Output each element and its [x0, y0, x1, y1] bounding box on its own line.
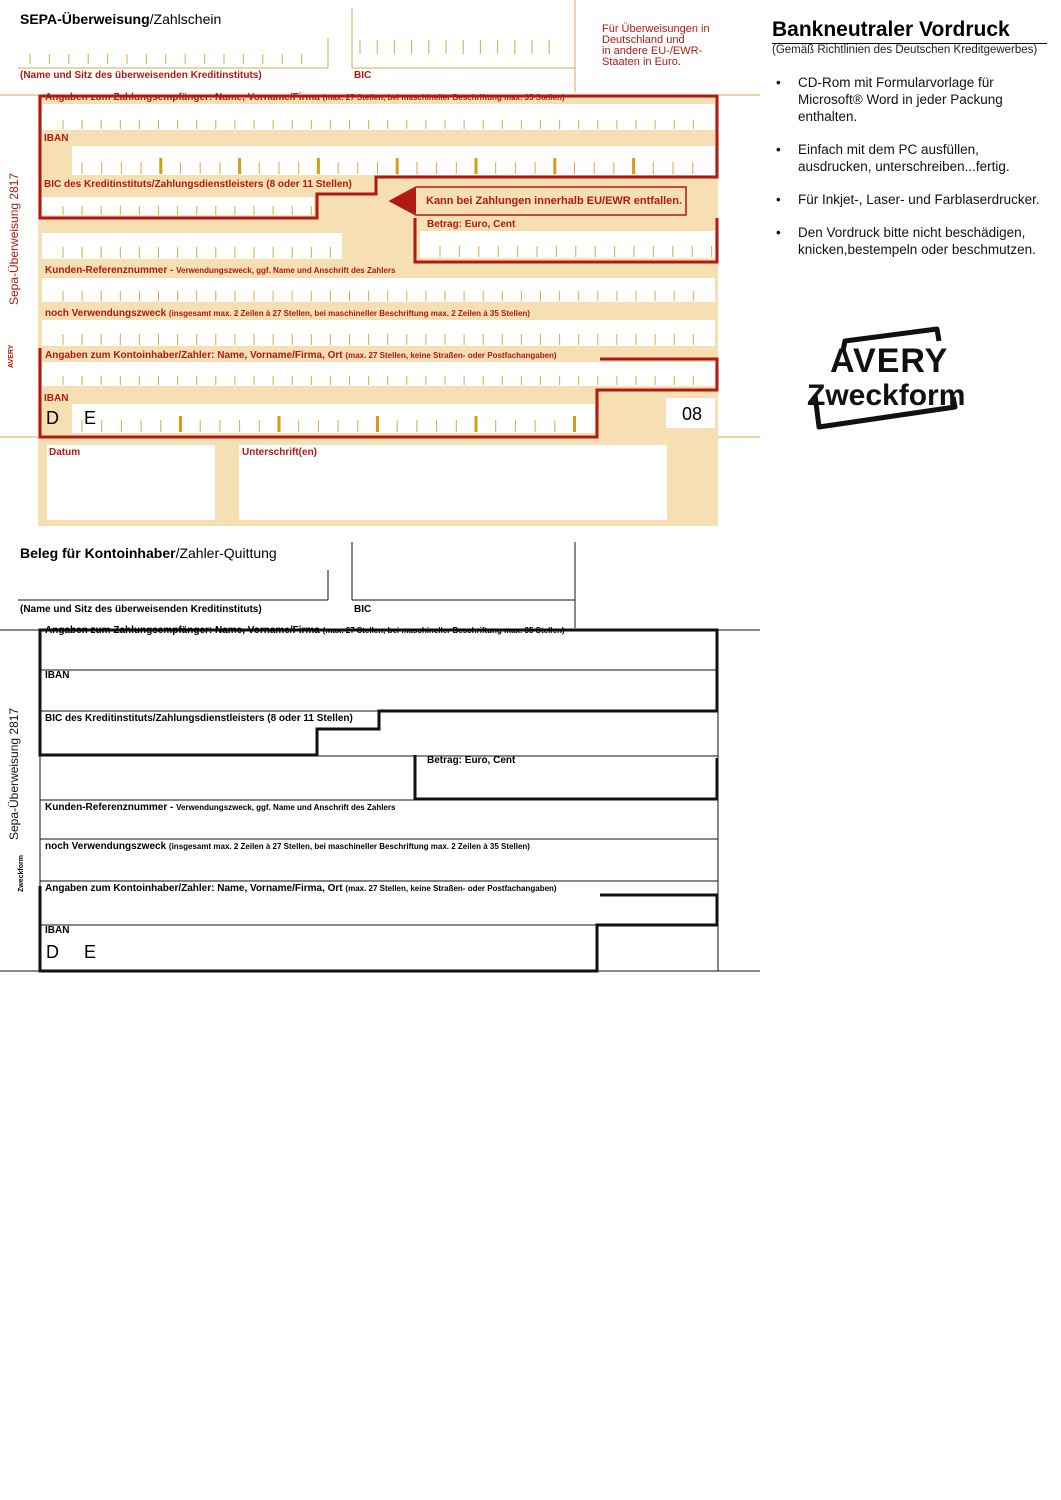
form-side-text: Sepa-Überweisung 2817	[7, 172, 21, 305]
receipt-bic-label: BIC	[354, 604, 372, 615]
payer-iban-input[interactable]	[74, 406, 594, 432]
receipt-title: Beleg für Kontoinhaber/Zahler-Quittung	[20, 545, 277, 561]
receipt-bic-input[interactable]	[44, 732, 314, 754]
eu-hint: Für Überweisungen in Deutschland und in andere EU-/EWR- Staaten in Euro.	[602, 23, 710, 68]
receipt-iban-label: IBAN	[45, 670, 70, 681]
reference-label: Kunden-Referenznummer - Verwendungszweck, ggf. Name und Anschrift des Zahlers	[45, 265, 396, 276]
info-subtitle: (Gemäß Richtlinien des Deutschen Kreditgewerbes)	[772, 44, 1038, 56]
receipt-reference-input[interactable]	[44, 816, 714, 838]
signature-label: Unterschrift(en)	[242, 447, 318, 458]
signature-input[interactable]	[241, 462, 665, 518]
amount-label: Betrag: Euro, Cent	[427, 219, 516, 230]
info-title: Bankneutraler Vordruck	[772, 18, 1010, 41]
avery-zweckform-logo	[805, 325, 985, 435]
amount-left-input[interactable]	[44, 235, 340, 257]
form-code: 08	[682, 404, 703, 424]
purpose-label: noch Verwendungszweck (insgesamt max. 2 Zeilen à 27 Stellen, bei maschineller Beschriftung max. 2 Zeilen à 35 Stellen)	[45, 308, 530, 319]
iban-label: IBAN	[44, 133, 69, 144]
feature-item: • CD-Rom mit Formularvorlage für Microsoft® Word in jeder Packung enthalten.	[772, 74, 1047, 125]
receipt-side-text: Sepa-Überweisung 2817	[7, 707, 21, 840]
date-input[interactable]	[49, 462, 213, 518]
receipt-bic-full-label: BIC des Kreditinstituts/Zahlungsdienstleisters (8 oder 11 Stellen)	[45, 713, 353, 724]
logo-zweckform-text: Zweckform	[807, 379, 966, 412]
payer-iban-label: IBAN	[44, 393, 69, 404]
receipt-mini-logo: Zweckform	[18, 855, 25, 892]
eu-optional-note: Kann bei Zahlungen innerhalb EU/EWR entfallen.	[426, 195, 683, 207]
recipient-label: Angaben zum Zahlungsempfänger: Name, Vorname/Firma (max. 27 Stellen, bei maschineller Beschriftung max. 35 Stellen)	[45, 92, 565, 103]
receipt-purpose-input[interactable]	[44, 856, 714, 880]
form-title: SEPA-Überweisung/Zahlschein	[20, 11, 222, 27]
recipient-input[interactable]	[44, 107, 714, 129]
date-label: Datum	[49, 447, 81, 458]
feature-item: • Den Vordruck bitte nicht beschädigen, knicken,bestempeln oder beschmutzen.	[772, 224, 1047, 258]
feature-item: • Für Inkjet-, Laser- und Farblaserdrucker.	[772, 191, 1047, 208]
feature-list	[772, 74, 1047, 258]
bic-label: BIC	[354, 70, 372, 81]
receipt-amount-label: Betrag: Euro, Cent	[427, 755, 516, 766]
reference-input[interactable]	[44, 280, 714, 300]
receipt-bank-label: (Name und Sitz des überweisenden Kreditinstituts)	[20, 604, 262, 615]
bic-input[interactable]	[44, 198, 312, 214]
receipt-recipient-label: Angaben zum Zahlungsempfänger: Name, Vorname/Firma (max. 27 Stellen, bei maschineller Beschriftung max. 35 Stellen)	[45, 625, 565, 636]
receipt-payer-iban-input[interactable]	[74, 940, 594, 968]
receipt-payer-label: Angaben zum Kontoinhaber/Zahler: Name, Vorname/Firma, Ort (max. 27 Stellen, keine Straßen- oder Postfachangaben)	[45, 883, 557, 894]
receipt-iban-prefix: D E	[46, 942, 107, 962]
receipt-purpose-label: noch Verwendungszweck (insgesamt max. 2 Zeilen à 27 Stellen, bei maschineller Beschriftung max. 2 Zeilen à 35 Stellen)	[45, 841, 530, 852]
feature-item: • Einfach mit dem PC ausfüllen, ausdrucken, unterschreiben...fertig.	[772, 141, 1047, 175]
payer-input[interactable]	[44, 364, 714, 384]
iban-input[interactable]	[74, 148, 714, 174]
bic-full-label: BIC des Kreditinstituts/Zahlungsdienstleisters (8 oder 11 Stellen)	[44, 179, 352, 190]
logo-avery-text: AVERY	[830, 342, 949, 380]
receipt-amount-input[interactable]	[420, 770, 714, 796]
bank-name-label: (Name und Sitz des überweisenden Kreditinstituts)	[20, 70, 262, 81]
purpose-input[interactable]	[44, 322, 714, 344]
info-panel	[772, 18, 1047, 274]
receipt-reference-label: Kunden-Referenznummer - Verwendungszweck, ggf. Name und Anschrift des Zahlers	[45, 802, 396, 813]
payer-label: Angaben zum Kontoinhaber/Zahler: Name, Vorname/Firma, Ort (max. 27 Stellen, keine Straßen- oder Postfachangaben)	[45, 350, 557, 361]
receipt-recipient-input[interactable]	[44, 640, 714, 668]
amount-input[interactable]	[422, 233, 714, 257]
receipt-payer-input[interactable]	[44, 898, 714, 922]
iban-prefix: D E	[46, 408, 107, 428]
receipt-payer-iban-label: IBAN	[45, 925, 70, 936]
receipt-iban-input[interactable]	[44, 684, 714, 708]
